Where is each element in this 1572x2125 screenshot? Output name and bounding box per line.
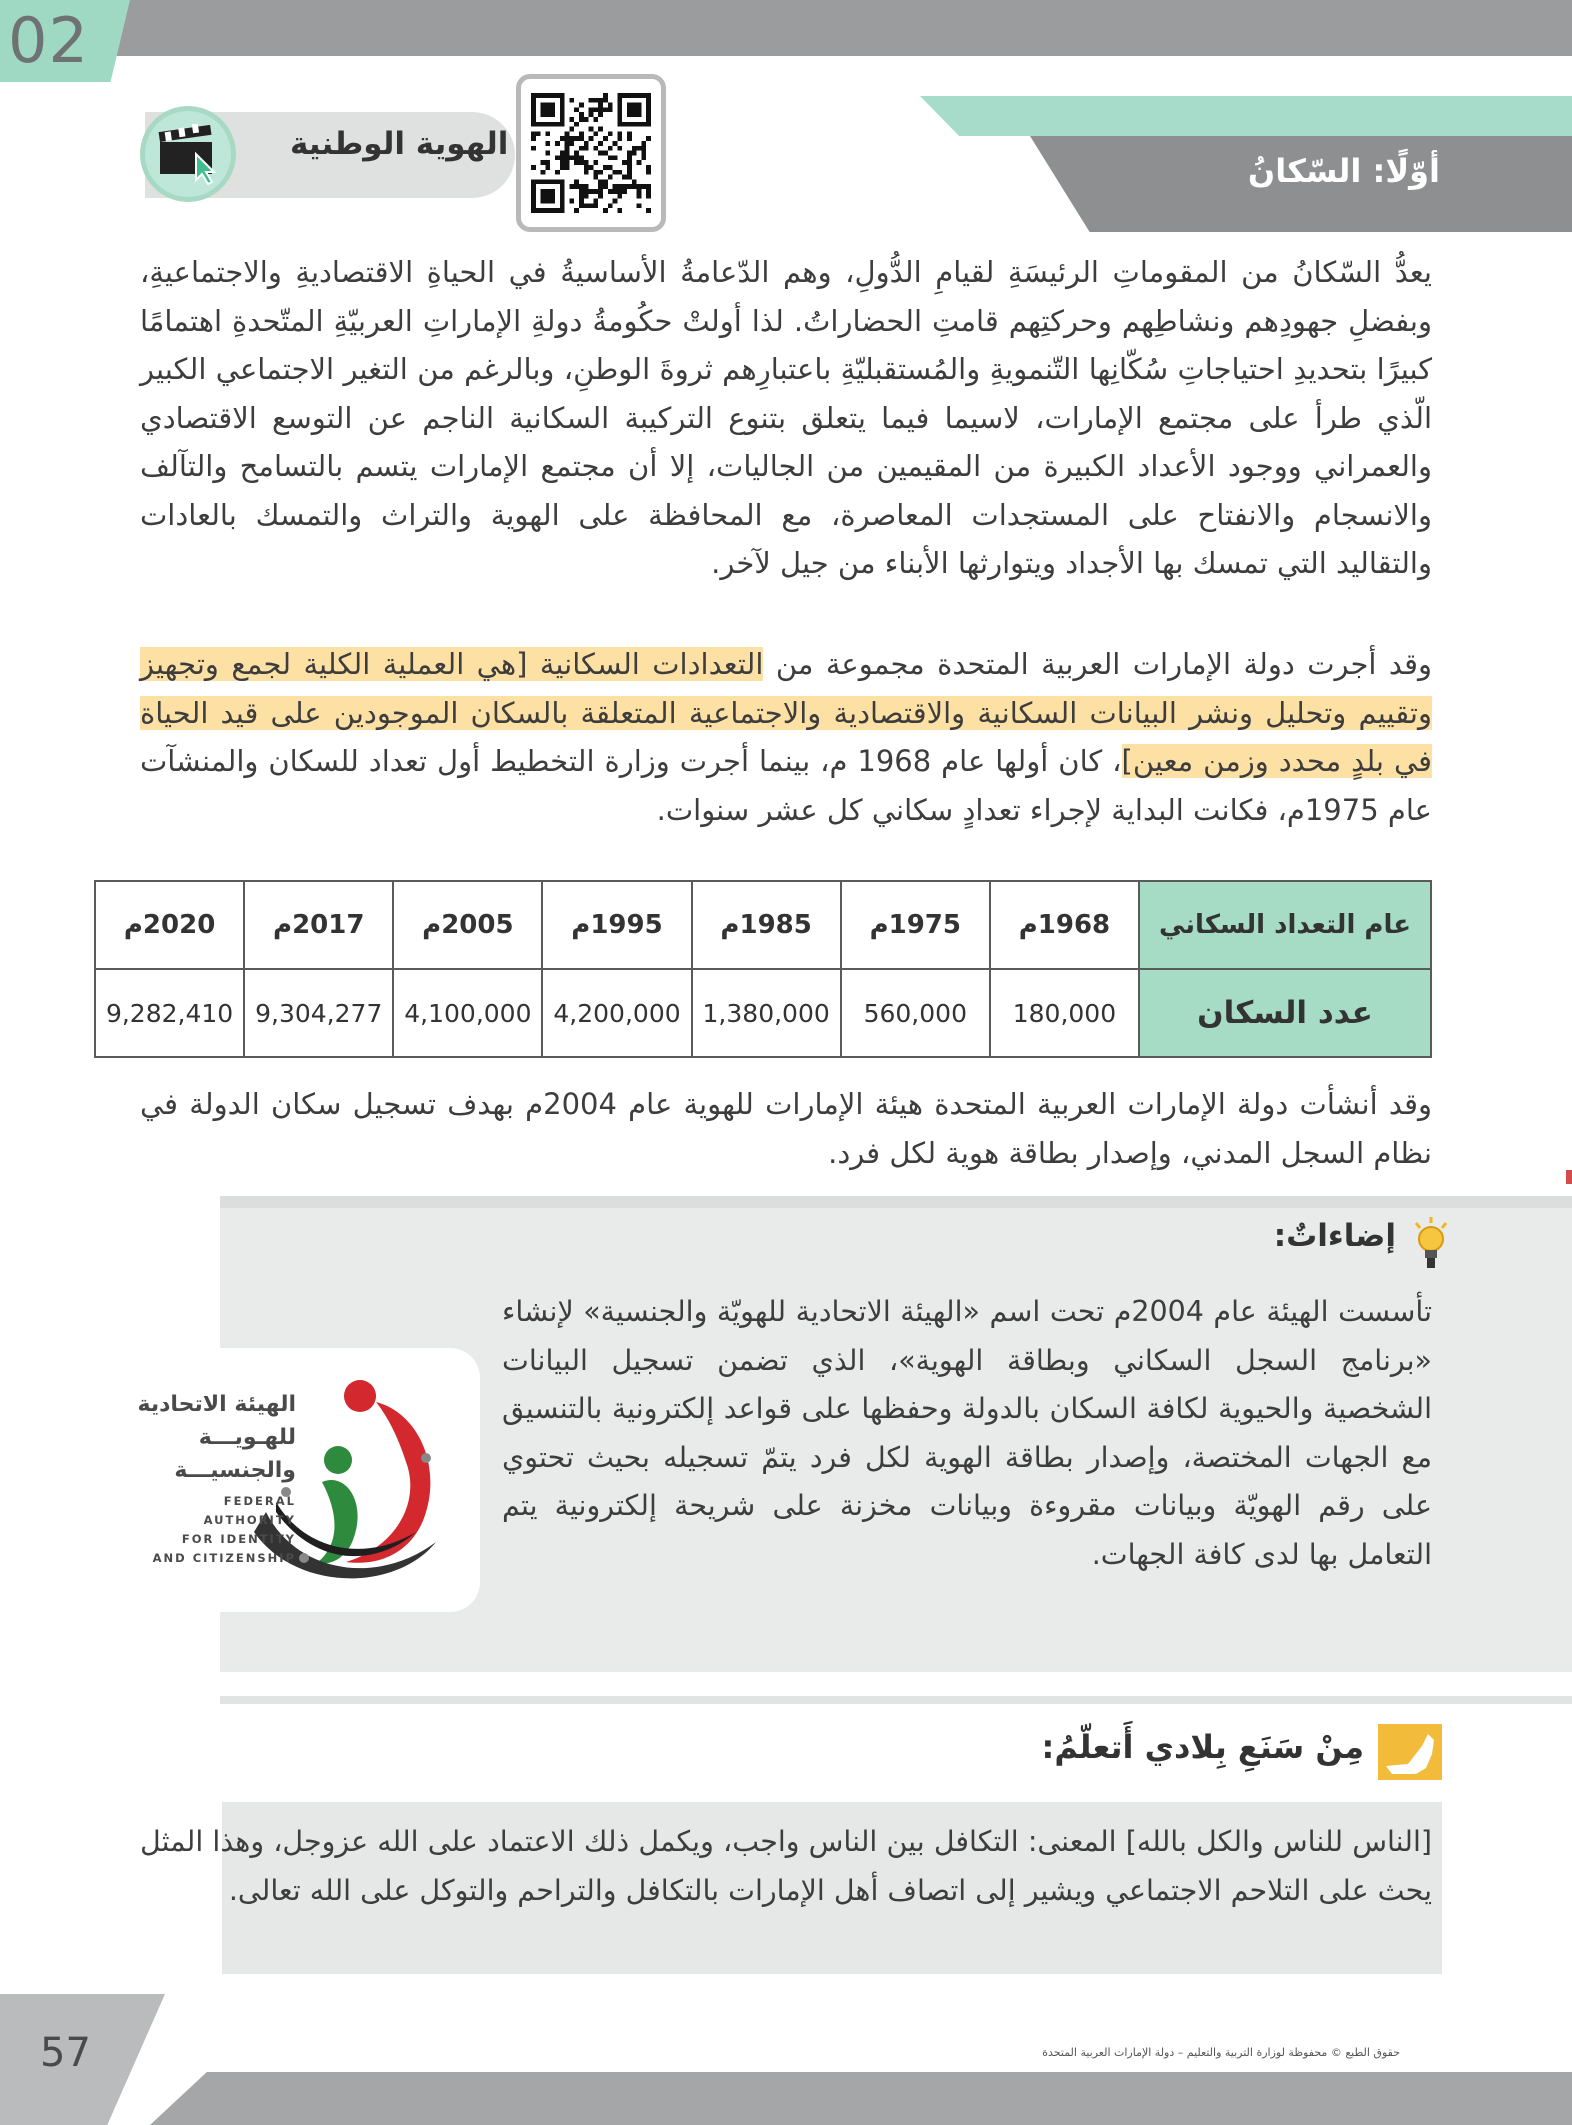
chapter-number: 02 <box>8 4 89 77</box>
logo-english-line: FEDERAL AUTHORITY <box>203 1494 296 1527</box>
video-link-label[interactable]: الهوية الوطنية <box>290 126 509 162</box>
footer-bar <box>150 2072 1572 2125</box>
population-table <box>94 880 1432 1058</box>
census-text-start: وقد أجرت دولة الإمارات العربية المتحدة مجموعة من <box>763 647 1432 681</box>
table-year-cell: 2020م <box>95 881 244 969</box>
census-paragraph <box>140 640 1432 834</box>
lightbulb-icon <box>1410 1215 1452 1271</box>
census-definition-highlight: التعدادات السكانية [هي العملية الكلية لجمع وتجهيز وتقييم وتحليل ونشر البيانات السكانية والاقتصادية والاجتماعية المتعلقة بالسكان الموجودين على قيد الحياة في بلدٍ محدد وزمن معين] <box>140 647 1432 778</box>
qr-code-icon[interactable] <box>516 74 666 232</box>
census-text-end: ، كان أولها عام 1968 م، بينما أجرت وزارة التخطيط أول تعداد للسكان والمنشآت عام 1975م، فكانت البداية لإجراء تعدادٍ سكاني كل عشر سنوات. <box>140 744 1432 827</box>
logo-arabic-line: والجنسيـــة <box>174 1458 296 1483</box>
table-year-cell: 2017م <box>244 881 393 969</box>
table-value-cell: 9,282,410 <box>95 969 244 1057</box>
section-separator <box>220 1696 1572 1704</box>
logo-english-text <box>128 1492 296 1568</box>
table-year-cell: 2005م <box>393 881 542 969</box>
edge-mark <box>1566 1170 1572 1184</box>
qr-code-graphic <box>531 89 651 217</box>
table-value-cell: 560,000 <box>841 969 990 1057</box>
logo-arabic-line: الهيئة الاتحادية <box>137 1392 296 1417</box>
logo-english-line: FOR IDENTITY <box>181 1532 296 1546</box>
table-value-cell: 4,200,000 <box>542 969 691 1057</box>
table-year-cell: 1985م <box>692 881 841 969</box>
insights-text: تأسست الهيئة عام 2004م تحت اسم «الهيئة الاتحادية للهويّة والجنسية» لإنشاء «برنامج السجل السكاني وبطاقة الهوية»، الذي تضمن تسجيل البيانات الشخصية والحيوية لكافة السكان بالدولة وحفظها على قواعد إلكترونية بالتنسيق مع الجهات المختصة، وإصدار بطاقة الهوية لكل فرد يتمّ تسجيله بحيث تحتوي على رقم الهويّة وبيانات مقروءة وبيانات مخزنة على شريحة إلكترونية يتم التعامل بها لدى كافة الجهات. <box>502 1295 1432 1571</box>
table-header-label: عام التعداد السكاني <box>1139 881 1431 969</box>
section-title: أوّلًا: السّكانُ <box>1247 152 1440 190</box>
logo-english-line: AND CITIZENSHIP <box>152 1551 296 1565</box>
logo-arabic-line: للهـويـــة <box>198 1425 296 1450</box>
header-green-band <box>920 96 1572 136</box>
table-value-cell: 9,304,277 <box>244 969 393 1057</box>
table-year-cell: 1995م <box>542 881 691 969</box>
table-row-label: عدد السكان <box>1139 969 1431 1057</box>
clapperboard-icon[interactable] <box>156 124 222 186</box>
table-row <box>95 969 1431 1057</box>
uae-map-icon <box>1378 1724 1442 1780</box>
table-year-cell: 1975م <box>841 881 990 969</box>
intro-paragraph: يعدُّ السّكانُ من المقوماتِ الرئيسَةِ لقيامِ الدُّولِ، وهم الدّعامةُ الأساسيةُ في الحياةِ الاقتصاديةِ والاجتماعيةِ، وبفضلِ جهودِهم ونشاطِهم وحركتِهم قامتِ الحضاراتُ. لذا أولتْ حكُومةُ دولةِ الإماراتِ العربيّةِ المتّحدةِ اهتمامًا كبيرًا بتحديدِ احتياجاتِ سُكّانِها التّنمويةِ والمُستقبليّةِ باعتبارِهم ثروةَ الوطنِ، وبالرغم من التغير الاجتماعي الكبير الّذي طرأ على مجتمع الإمارات، لاسيما فيما يتعلق بتنوع التركيبة السكانية الناجم عن التوسع الاقتصادي والعمراني ووجود الأعداد الكبيرة من المقيمين من الجاليات، إلا أن مجتمع الإمارات يتسم بالتسامح والتآلف والانسجام والانفتاح على المستجدات المعاصرة، مع المحافظة على الهوية والتراث والتمسك بالعادات والتقاليد التي تمسك بها الأجداد ويتوارثها الأبناء من جيل لآخر. <box>140 255 1432 580</box>
insights-title: إضاءاتٌ: <box>1273 1218 1396 1254</box>
copyright-text: حقوق الطبع © محفوظة لوزارة التربية والتعليم – دولة الإمارات العربية المتحدة <box>1042 2046 1400 2059</box>
top-bar <box>0 0 1572 56</box>
table-value-cell: 1,380,000 <box>692 969 841 1057</box>
learn-title: مِنْ سَنَعِ بِلادي أَتعلّمُ: <box>1041 1728 1364 1766</box>
table-value-cell: 180,000 <box>990 969 1139 1057</box>
page-number: 57 <box>40 2030 91 2076</box>
learn-text: [الناس للناس والكل بالله] المعنى: التكافل بين الناس واجب، ويكمل ذلك الاعتماد على الله عزوجل، وهذا المثل يحث على التلاحم الاجتماعي ويشير إلى اتصاف أهل الإمارات بالتكافل والتراحم والتوكل على الله تعالى. <box>140 1825 1432 1907</box>
table-year-cell: 1968م <box>990 881 1139 969</box>
logo-arabic-text <box>128 1388 296 1487</box>
authority-paragraph: وقد أنشأت دولة الإمارات العربية المتحدة هيئة الإمارات للهوية عام 2004م بهدف تسجيل سكان الدولة في نظام السجل المدني، وإصدار بطاقة هوية لكل فرد. <box>140 1087 1432 1170</box>
table-value-cell: 4,100,000 <box>393 969 542 1057</box>
table-row <box>95 881 1431 969</box>
insights-box-strip <box>220 1196 1572 1208</box>
